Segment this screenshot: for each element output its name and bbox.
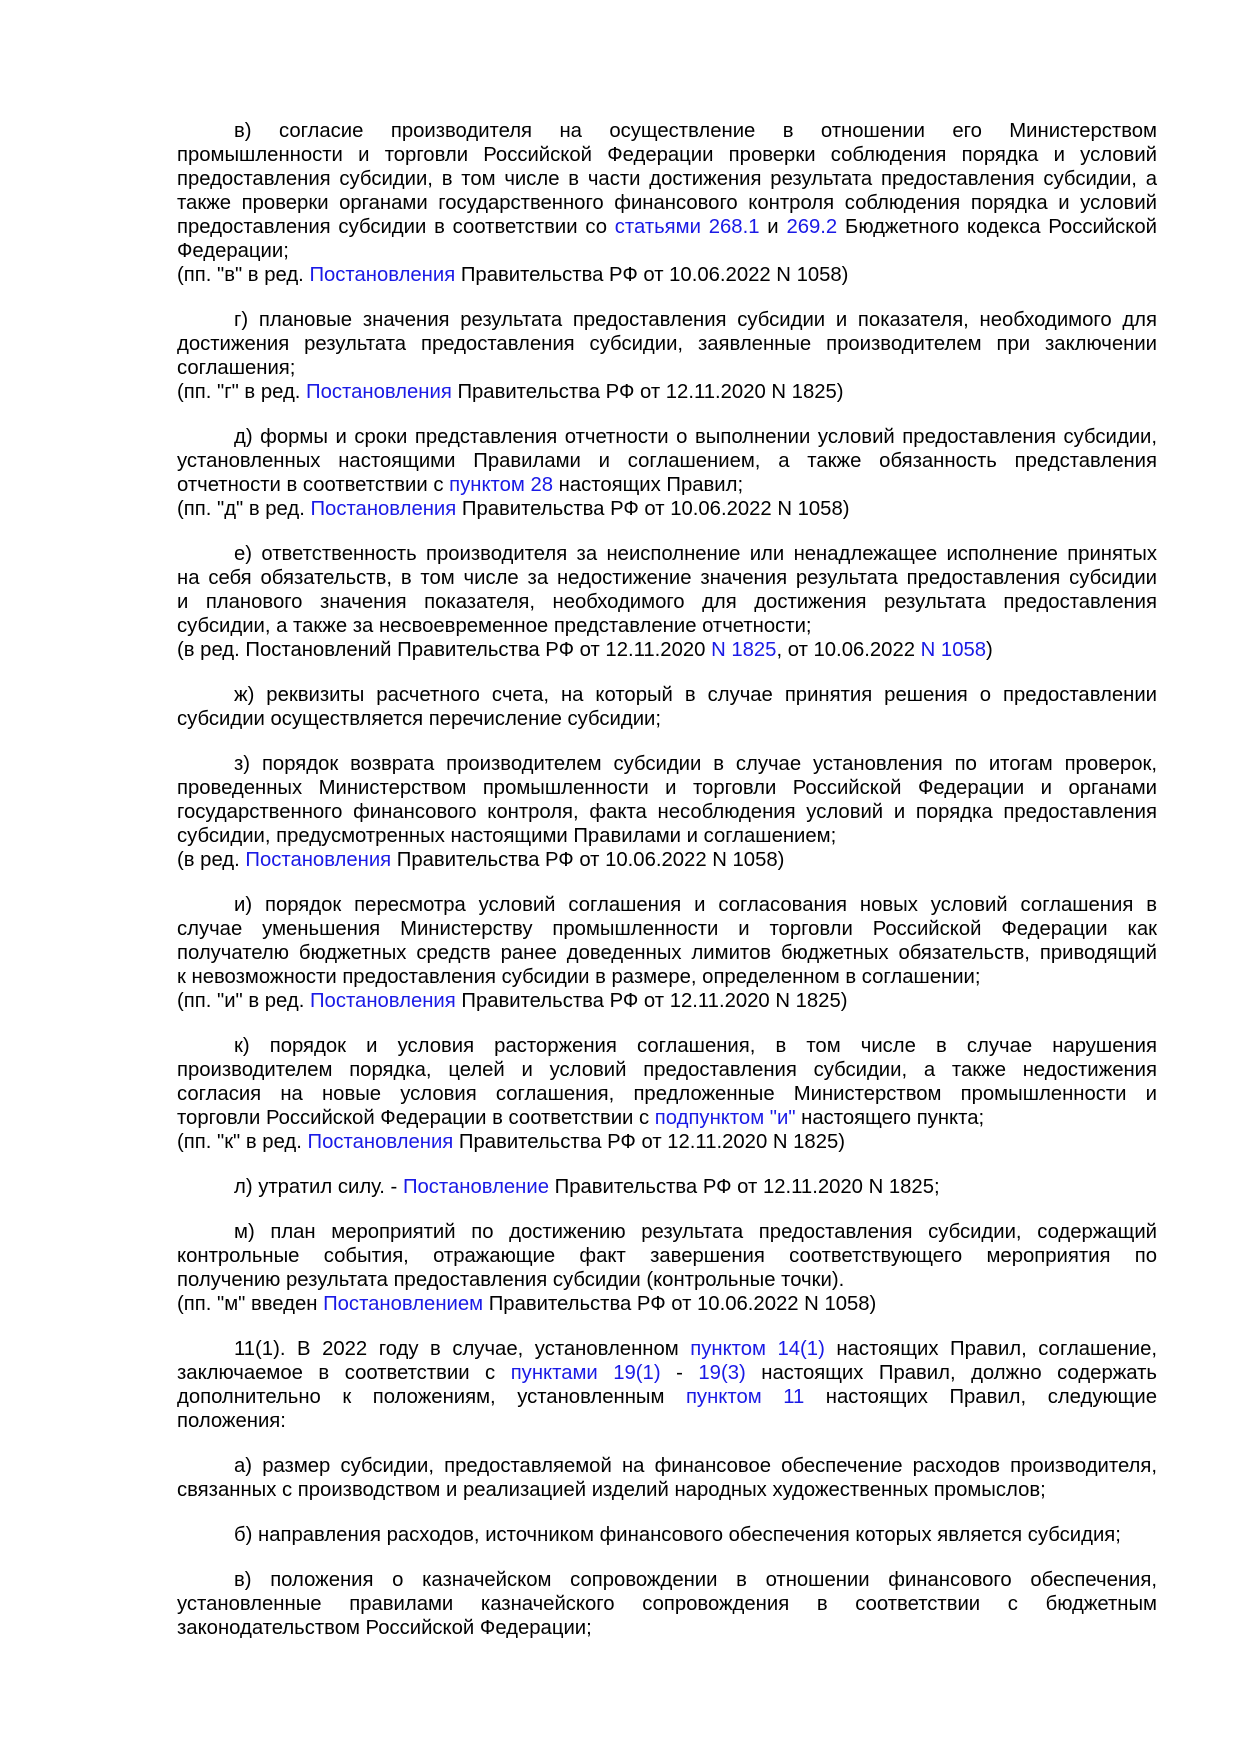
text-segment: также проверки органами государственного финансового контроля соблюдения порядка и условий	[177, 192, 1157, 214]
text-segment: (пп. "м" введен	[177, 1293, 324, 1315]
paragraph	[177, 752, 1157, 872]
text-line	[177, 614, 1157, 638]
text-segment: достижения результата предоставления субсидии, заявленные производителем при заключении	[177, 333, 1157, 355]
text-segment: производителем порядка, целей и условий предоставления субсидии, а также недостижения	[177, 1059, 1157, 1081]
text-segment: настоящих Правил;	[553, 474, 744, 496]
text-segment: Бюджетного кодекса Российской	[837, 216, 1157, 238]
amendment-note	[177, 1292, 1157, 1316]
text-segment: Правительства РФ от 12.11.2020 N 1825)	[455, 990, 848, 1012]
text-line	[177, 143, 1157, 167]
text-segment: г) плановые значения результата предоставления субсидии и показателя, необходимого для	[234, 309, 1157, 331]
paragraph	[177, 119, 1157, 287]
text-segment: Правительства РФ от 12.11.2020 N 1825)	[453, 1131, 846, 1153]
text-line	[177, 332, 1157, 356]
document-link[interactable]: 19(3)	[698, 1362, 746, 1384]
text-segment: (в ред.	[177, 849, 246, 871]
text-segment: законодательством Российской Федерации;	[177, 1617, 592, 1639]
text-segment: согласия на новые условия соглашения, предложенные Министерством промышленности и	[177, 1083, 1157, 1105]
text-segment: и) порядок пересмотра условий соглашения и согласования новых условий соглашения в	[234, 894, 1157, 916]
text-segment: Правительства РФ от 10.06.2022 N 1058)	[483, 1293, 877, 1315]
document-link[interactable]: Постановления	[306, 381, 452, 403]
text-line	[177, 473, 1157, 497]
text-line	[177, 239, 1157, 263]
text-segment: (пп. "д" в ред.	[177, 498, 311, 520]
amendment-note	[177, 848, 1157, 872]
text-line	[177, 824, 1157, 848]
text-segment: ж) реквизиты расчетного счета, на который в случае принятия решения о предоставлении	[234, 684, 1157, 706]
text-segment: отчетности в соответствии с	[177, 474, 450, 496]
text-segment: промышленности и торговли Российской Федерации проверки соблюдения порядка и условий	[177, 144, 1157, 166]
paragraph	[177, 308, 1157, 404]
text-line	[177, 215, 1157, 239]
text-line	[177, 1616, 1157, 1640]
text-segment: к) порядок и условия расторжения соглашения, в том числе в случае нарушения	[234, 1035, 1157, 1057]
text-segment: получению результата предоставления субсидии (контрольные точки).	[177, 1269, 845, 1291]
text-segment: субсидии, а также за несвоевременное представление отчетности;	[177, 615, 812, 637]
document-link[interactable]: Постановления	[309, 990, 456, 1012]
paragraph	[177, 1454, 1157, 1502]
text-segment: в) положения о казначейском сопровождении в отношении финансового обеспечения,	[234, 1569, 1157, 1591]
document-link[interactable]: пунктом 14(1)	[690, 1338, 825, 1360]
text-line	[177, 590, 1157, 614]
text-segment: связанных с производством и реализацией изделий народных художественных промыслов;	[177, 1479, 1046, 1501]
text-line	[177, 800, 1157, 824]
text-segment: установленные правилами казначейского сопровождения в соответствии с бюджетным	[177, 1593, 1157, 1615]
text-line	[177, 1058, 1157, 1082]
text-segment: м) план мероприятий по достижению результата предоставления субсидии, содержащий	[234, 1221, 1157, 1243]
text-segment: проведенных Министерством промышленности и торговли Российской Федерации и органами	[177, 777, 1157, 799]
text-segment: Правительства РФ от 12.11.2020 N 1825)	[451, 381, 844, 403]
paragraph	[177, 1175, 1157, 1199]
text-segment: б) направления расходов, источником финансового обеспечения которых является субсидия;	[234, 1524, 1121, 1546]
document-link[interactable]: N 1825	[711, 639, 777, 661]
text-segment: предоставления субсидии, в том числе в части достижения результата предоставления субсидии, а	[177, 168, 1157, 190]
text-segment: настоящих Правил, следующие	[804, 1386, 1157, 1408]
text-segment: л) утратил силу. -	[234, 1176, 403, 1198]
text-line	[177, 941, 1157, 965]
paragraph	[177, 542, 1157, 662]
text-line	[177, 1106, 1157, 1130]
text-line	[177, 1409, 1157, 1433]
paragraph	[177, 1220, 1157, 1316]
text-segment: субсидии осуществляется перечисление субсидии;	[177, 708, 662, 730]
text-segment: )	[986, 639, 993, 661]
text-segment: предоставления субсидии в соответствии со	[177, 216, 615, 238]
text-segment: контрольные события, отражающие факт завершения соответствующего мероприятия по	[177, 1245, 1157, 1267]
text-line	[177, 707, 1157, 731]
paragraph	[177, 1568, 1157, 1640]
text-line	[177, 752, 1157, 776]
text-line	[177, 449, 1157, 473]
text-segment: Правительства РФ от 10.06.2022 N 1058)	[391, 849, 785, 871]
text-line	[177, 1592, 1157, 1616]
text-line	[177, 1175, 1157, 1199]
amendment-note	[177, 1130, 1157, 1154]
text-segment: (пп. "к" в ред.	[177, 1131, 308, 1153]
text-segment: к невозможности предоставления субсидии в размере, определенном в соглашении;	[177, 966, 981, 988]
document-link[interactable]: Постановление	[402, 1176, 549, 1198]
text-segment: , от 10.06.2022	[776, 639, 921, 661]
text-segment: а) размер субсидии, предоставляемой на финансовое обеспечение расходов производителя,	[234, 1455, 1157, 1477]
paragraph	[177, 683, 1157, 731]
text-line	[177, 167, 1157, 191]
paragraph	[177, 1337, 1157, 1433]
text-line	[177, 1454, 1157, 1478]
text-segment: получателю бюджетных средств ранее доведенных лимитов бюджетных обязательств, приводящий	[177, 942, 1157, 964]
text-line	[177, 1523, 1157, 1547]
text-segment: е) ответственность производителя за неисполнение или ненадлежащее исполнение принятых	[234, 543, 1157, 565]
text-segment: настоящих Правил, соглашение,	[824, 1338, 1157, 1360]
text-segment: (в ред. Постановлений Правительства РФ от 12.11.2020	[177, 639, 712, 661]
text-segment: (пп. "в" в ред.	[177, 264, 310, 286]
text-line	[177, 1268, 1157, 1292]
text-line	[177, 893, 1157, 917]
text-segment: на себя обязательств, в том числе за недостижение значения результата предоставления субсидии	[177, 567, 1157, 589]
text-line	[177, 1478, 1157, 1502]
amendment-note	[177, 263, 1157, 287]
text-line	[177, 1034, 1157, 1058]
text-segment: з) порядок возврата производителем субсидии в случае установления по итогам проверок,	[234, 753, 1157, 775]
paragraph	[177, 1034, 1157, 1154]
text-line	[177, 917, 1157, 941]
document-link[interactable]: Постановления	[310, 498, 457, 520]
document-link[interactable]: подпунктом "и"	[654, 1107, 796, 1129]
text-line	[177, 1385, 1157, 1409]
paragraph	[177, 893, 1157, 1013]
text-line	[177, 566, 1157, 590]
text-segment: в) согласие производителя на осуществление в отношении его Министерством	[234, 120, 1157, 142]
text-segment: и планового значения показателя, необходимого для достижения результата предоставления	[177, 591, 1157, 613]
text-segment: торговли Российской Федерации в соответствии с	[177, 1107, 655, 1129]
amendment-note	[177, 638, 1157, 662]
text-segment: и	[759, 216, 787, 238]
text-line	[177, 542, 1157, 566]
text-segment: субсидии, предусмотренных настоящими Правилами и соглашением;	[177, 825, 837, 847]
text-line	[177, 119, 1157, 143]
document-link[interactable]: Постановлением	[323, 1293, 484, 1315]
text-segment: положения:	[177, 1410, 286, 1432]
text-line	[177, 1244, 1157, 1268]
text-line	[177, 1361, 1157, 1385]
text-segment: Правительства РФ от 10.06.2022 N 1058)	[456, 498, 850, 520]
text-segment: (пп. "и" в ред.	[177, 990, 310, 1012]
document-link[interactable]: Постановления	[307, 1131, 454, 1153]
text-line	[177, 683, 1157, 707]
document-link[interactable]: пунктом 28	[449, 474, 554, 496]
text-segment: заключаемое в соответствии с	[177, 1362, 511, 1384]
text-segment: д) формы и сроки представления отчетности о выполнении условий предоставления субсидии,	[234, 426, 1157, 448]
text-line	[177, 308, 1157, 332]
document-page	[177, 119, 1157, 1640]
text-line	[177, 356, 1157, 380]
amendment-note	[177, 380, 1157, 404]
text-segment: случае уменьшения Министерству промышленности и торговли Российской Федерации как	[177, 918, 1157, 940]
document-link[interactable]: N 1058	[920, 639, 987, 661]
text-segment: Федерации;	[177, 240, 289, 262]
text-line	[177, 1220, 1157, 1244]
text-segment: настоящих Правил, должно содержать	[745, 1362, 1157, 1384]
document-link[interactable]: Постановления	[309, 264, 456, 286]
document-link[interactable]: пунктом 11	[685, 1386, 805, 1408]
text-segment: настоящего пункта;	[795, 1107, 985, 1129]
document-link[interactable]: 269.2	[786, 216, 838, 238]
text-segment: установленных настоящими Правилами и соглашением, а также обязанность представления	[177, 450, 1157, 472]
document-link[interactable]: статьями 268.1	[614, 216, 760, 238]
text-line	[177, 1337, 1157, 1361]
text-segment: соглашения;	[177, 357, 296, 379]
amendment-note	[177, 497, 1157, 521]
text-line	[177, 965, 1157, 989]
text-segment: дополнительно к положениям, установленным	[177, 1386, 686, 1408]
document-link[interactable]: Постановления	[245, 849, 392, 871]
text-segment: государственного финансового контроля, факта несоблюдения условий и порядка предоставления	[177, 801, 1157, 823]
document-link[interactable]: пунктами 19(1)	[510, 1362, 661, 1384]
text-segment: 11(1). В 2022 году в случае, установленном	[234, 1338, 691, 1360]
text-segment: -	[660, 1362, 699, 1384]
text-segment: Правительства РФ от 12.11.2020 N 1825;	[549, 1176, 940, 1198]
amendment-note	[177, 989, 1157, 1013]
paragraph	[177, 425, 1157, 521]
text-line	[177, 776, 1157, 800]
text-line	[177, 191, 1157, 215]
text-line	[177, 1082, 1157, 1106]
text-line	[177, 425, 1157, 449]
text-segment: (пп. "г" в ред.	[177, 381, 307, 403]
paragraph	[177, 1523, 1157, 1547]
text-line	[177, 1568, 1157, 1592]
text-segment: Правительства РФ от 10.06.2022 N 1058)	[455, 264, 849, 286]
